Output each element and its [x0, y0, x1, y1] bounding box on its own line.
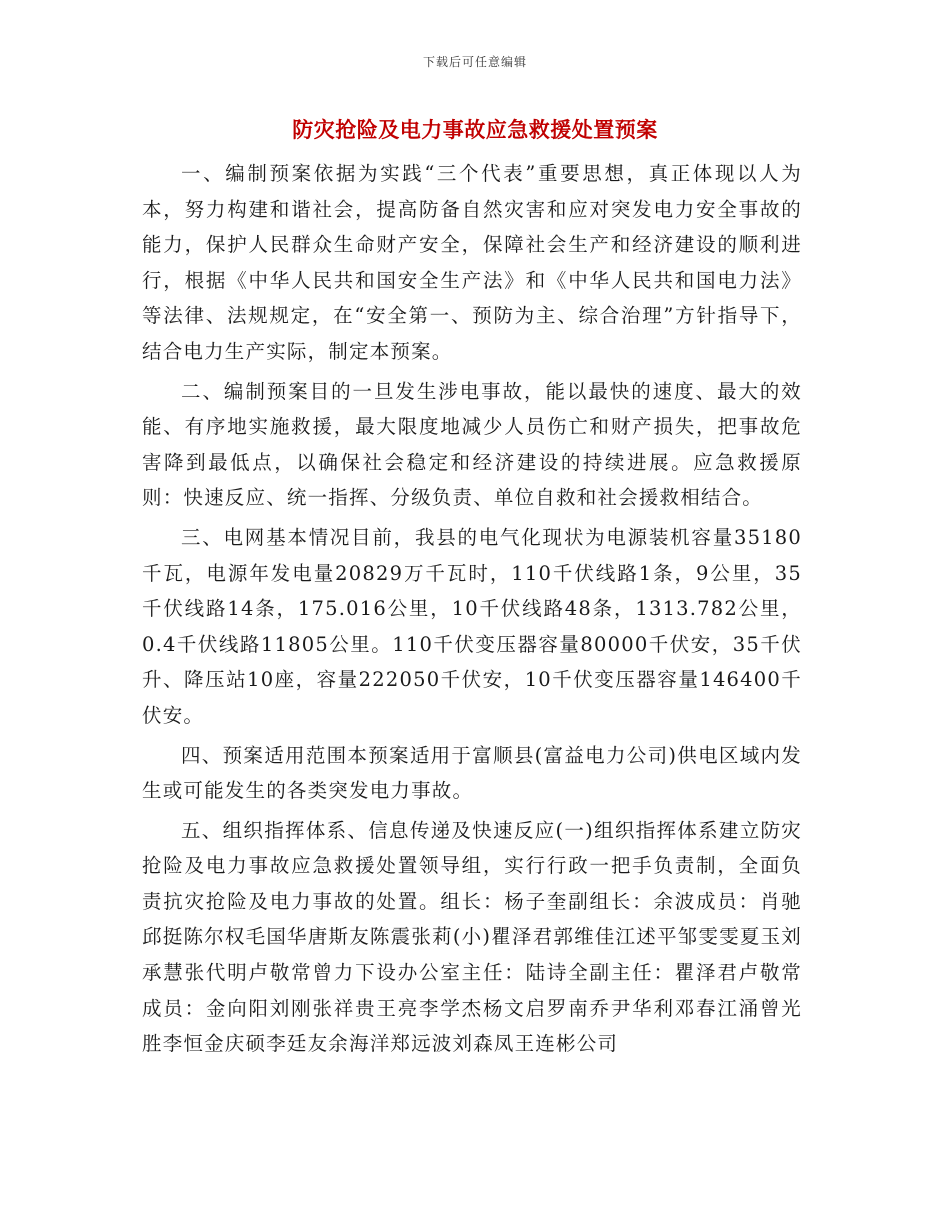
paragraph-basis: 一、编制预案依据为实践“三个代表”重要思想，真正体现以人为本，努力构建和谐社会，提高防备自然灾害和应对突发电力安全事故的能力，保护人民群众生命财产安全，保障社会生产和经济建设的顺利进行，根据《中华人民共和国安全生产法》和《中华人民共和国电力法》等法律、法规规定，在“安全第一、预防为主、综合治理”方针指导下，结合电力生产实际，制定本预案。 [142, 162, 802, 363]
header-note: 下载后可任意编辑 [422, 55, 527, 69]
paragraph-grid-status: 三、电网基本情况目前，我县的电气化现状为电源装机容量35180千瓦，电源年发电量20829万千瓦时，110千伏线路1条，9公里，35千伏线路14条，175.016公里，10千伏线路48条，1313.782公里，0.4千伏线路11805公里。110千伏变压器容量80000千伏安，35千伏升、降压站10座，容量222050千伏安，10千伏变压器容量146400千伏安。 [142, 525, 802, 727]
paragraph-scope: 四、预案适用范围本预案适用于富顺县(富益电力公司)供电区域内发生或可能发生的各类突发电力事故。 [142, 743, 802, 803]
paragraph-organization: 五、组织指挥体系、信息传递及快速反应(一)组织指挥体系建立防灾抢险及电力事故应急救援处置领导组，实行行政一把手负责制，全面负责抗灾抢险及电力事故的处置。组长：杨子奎副组长：余波成员：肖驰邱挺陈尔权毛国华唐斯友陈震张莉(小)瞿泽君郭维佳江述平邹雯雯夏玉刘承慧张代明卢敬常曾力下设办公室主任：陆诗全副主任：瞿泽君卢敬常成员：金向阳刘刚张祥贵王亮李学杰杨文启罗南乔尹华利邓春江涌曾光胜李恒金庆硕李廷友余海洋郑远波刘森凤王连彬公司 [142, 818, 802, 1056]
paragraph-purpose: 二、编制预案目的一旦发生涉电事故，能以最快的速度、最大的效能、有序地实施救援，最大限度地减少人员伤亡和财产损失，把事故危害降到最低点，以确保社会稳定和经济建设的持续进展。应急救援原则：快速反应、统一指挥、分级负责、单位自救和社会援救相结合。 [142, 379, 802, 510]
document-title: 防灾抢险及电力事故应急救援处置预案 [292, 117, 658, 142]
document-body [142, 156, 802, 1066]
